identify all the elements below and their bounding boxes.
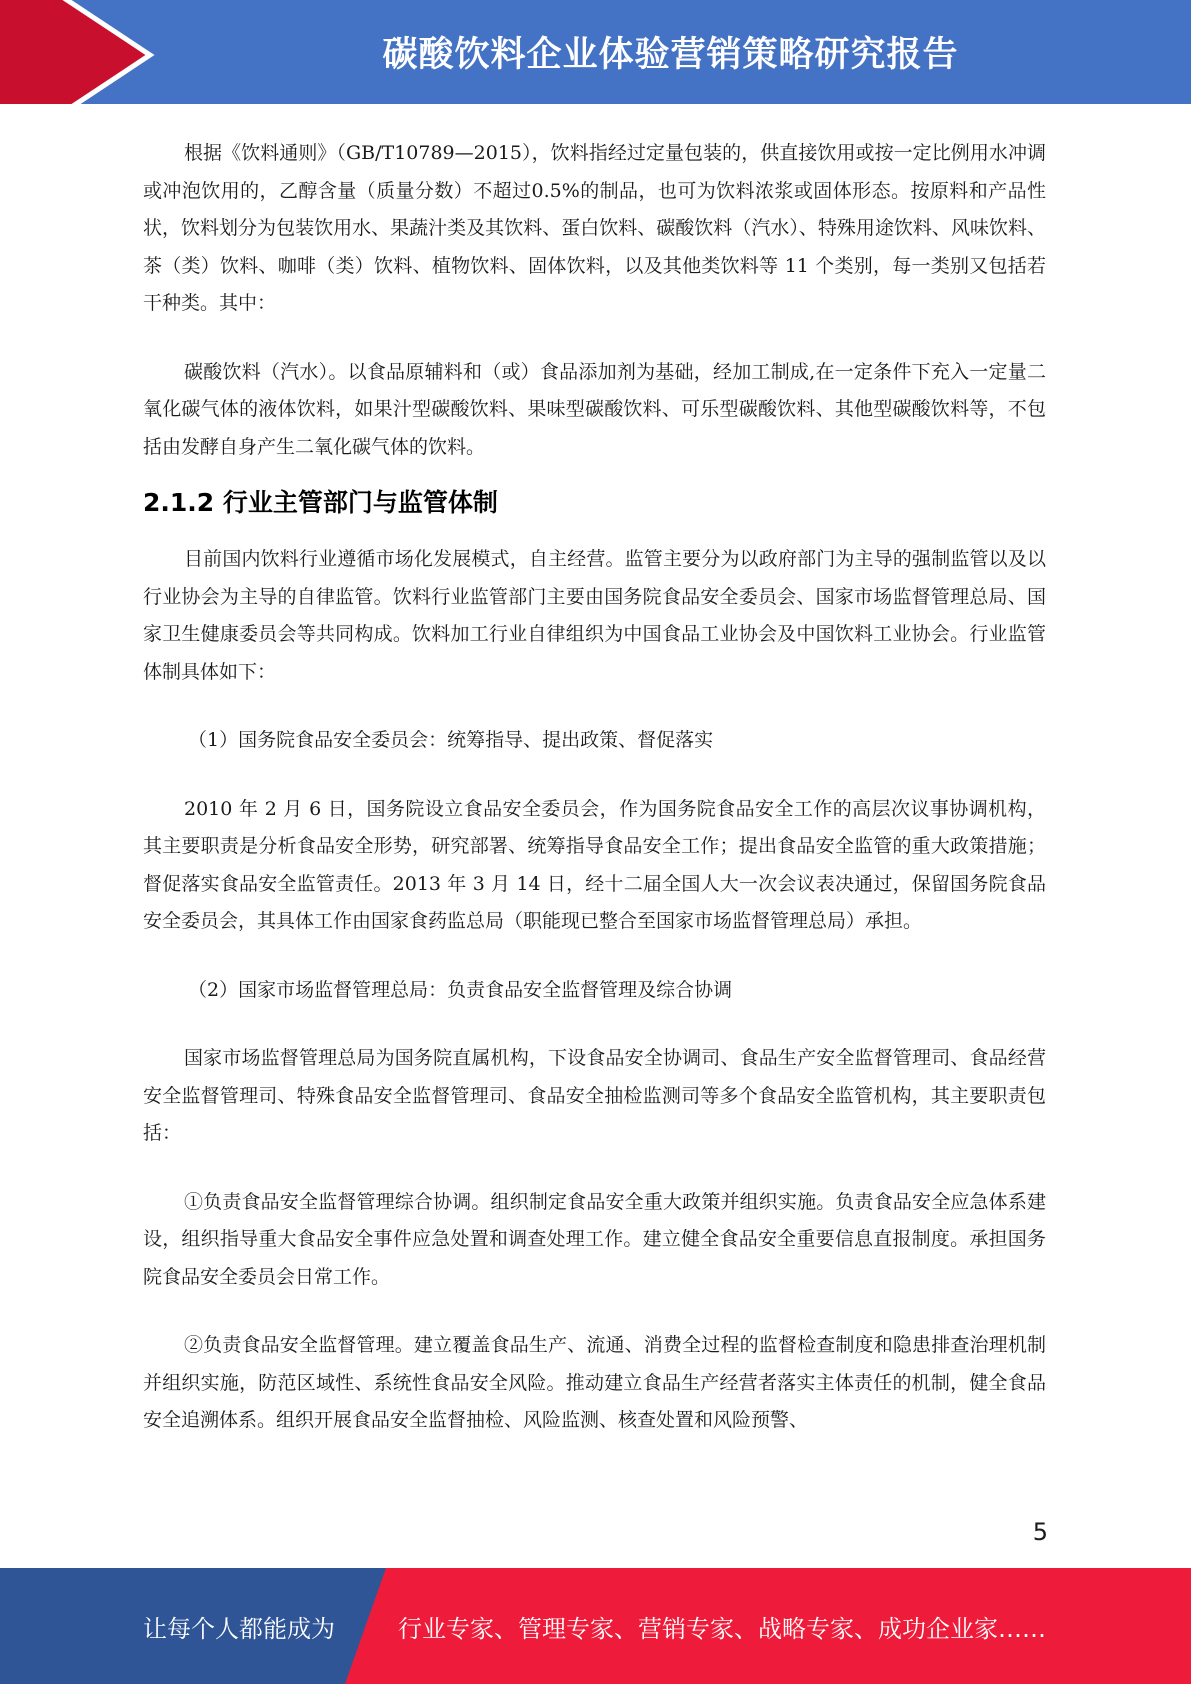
paragraph-beverage-definition: 根据《饮料通则》（GB/T10789—2015），饮料指经过定量包装的，供直接饮用或按一定比例用水冲调或冲泡饮用的，乙醇含量（质量分数）不超过0.5%的制品，也可为饮料浓浆或固体形态。按原料和产品性状，饮料划分为包装饮用水、果蔬汁类及其饮料、蛋白饮料、碳酸饮料（汽水）、特殊用途饮料、风味饮料、茶（类）饮料、咖啡（类）饮料、植物饮料、固体饮料，以及其他类饮料等 11 个类别，每一类别又包括若干种类。其中：	[143, 142, 1046, 314]
paragraph-food-safety-committee: 2010 年 2 月 6 日，国务院设立食品安全委员会，作为国务院食品安全工作的高层次议事协调机构，其主要职责是分析食品安全形势，研究部署、统筹指导食品安全工作；提出食品安全监管的重大政策措施；督促落实食品安全监管责任。2013 年 3 月 14 日，经十二届全国人大一次会议表决通过，保留国务院食品安全委员会，其具体工作由国家食药监总局（职能现已整合至国家市场监督管理总局）承担。	[143, 797, 1046, 932]
paragraph-duty-1: ①负责食品安全监督管理综合协调。组织制定食品安全重大政策并组织实施。负责食品安全应急体系建设，组织指导重大食品安全事件应急处置和调查处理工作。建立健全食品安全重要信息直报制度。承担国务院食品安全委员会日常工作。	[143, 1190, 1046, 1288]
section-heading: 2.1.2 行业主管部门与监管体制	[143, 488, 498, 517]
paragraph-carbonated-definition: 碳酸饮料（汽水）。以食品原辅料和（或）食品添加剂为基础，经加工制成,在一定条件下充入一定量二氧化碳气体的液体饮料，如果汁型碳酸饮料、果味型碳酸饮料、可乐型碳酸饮料、其他型碳酸饮料等，不包括由发酵自身产生二氧化碳气体的饮料。	[143, 360, 1046, 458]
paragraph-duty-2: ②负责食品安全监督管理。建立覆盖食品生产、流通、消费全过程的监督检查制度和隐患排查治理机制并组织实施，防范区域性、系统性食品安全风险。推动建立食品生产经营者落实主体责任的机制，健全食品安全追溯体系。组织开展食品安全监督抽检、风险监测、核查处置和风险预警、	[143, 1334, 1046, 1431]
header-bottom-gap	[0, 104, 1191, 110]
page-header	[0, 0, 1191, 110]
subheading-state-council: （1）国务院食品安全委员会：统筹指导、提出政策、督促落实	[188, 729, 714, 751]
paragraph-regulation-overview: 目前国内饮料行业遵循市场化发展模式，自主经营。监管主要分为以政府部门为主导的强制监管以及以行业协会为主导的自律监管。饮料行业监管部门主要由国务院食品安全委员会、国家市场监督管理总局、国家卫生健康委员会等共同构成。饮料加工行业自律组织为中国食品工业协会及中国饮料工业协会。行业监管体制具体如下：	[143, 548, 1046, 683]
footer-slogan-left: 让每个人都能成为	[143, 1614, 335, 1643]
paragraph-market-regulation: 国家市场监督管理总局为国务院直属机构，下设食品安全协调司、食品生产安全监督管理司、食品经营安全监督管理司、特殊食品安全监督管理司、食品安全抽检监测司等多个食品安全监管机构，其主要职责包括：	[143, 1047, 1046, 1144]
page-footer	[0, 1568, 1191, 1684]
page-content	[143, 135, 1046, 1440]
subheading-market-regulation: （2）国家市场监督管理总局：负责食品安全监督管理及综合协调	[188, 978, 733, 1001]
footer-slogan-right: 行业专家、管理专家、营销专家、战略专家、成功企业家……	[398, 1614, 1046, 1643]
page-number: 5	[1032, 1518, 1048, 1546]
report-title: 碳酸饮料企业体验营销策略研究报告	[382, 35, 959, 75]
